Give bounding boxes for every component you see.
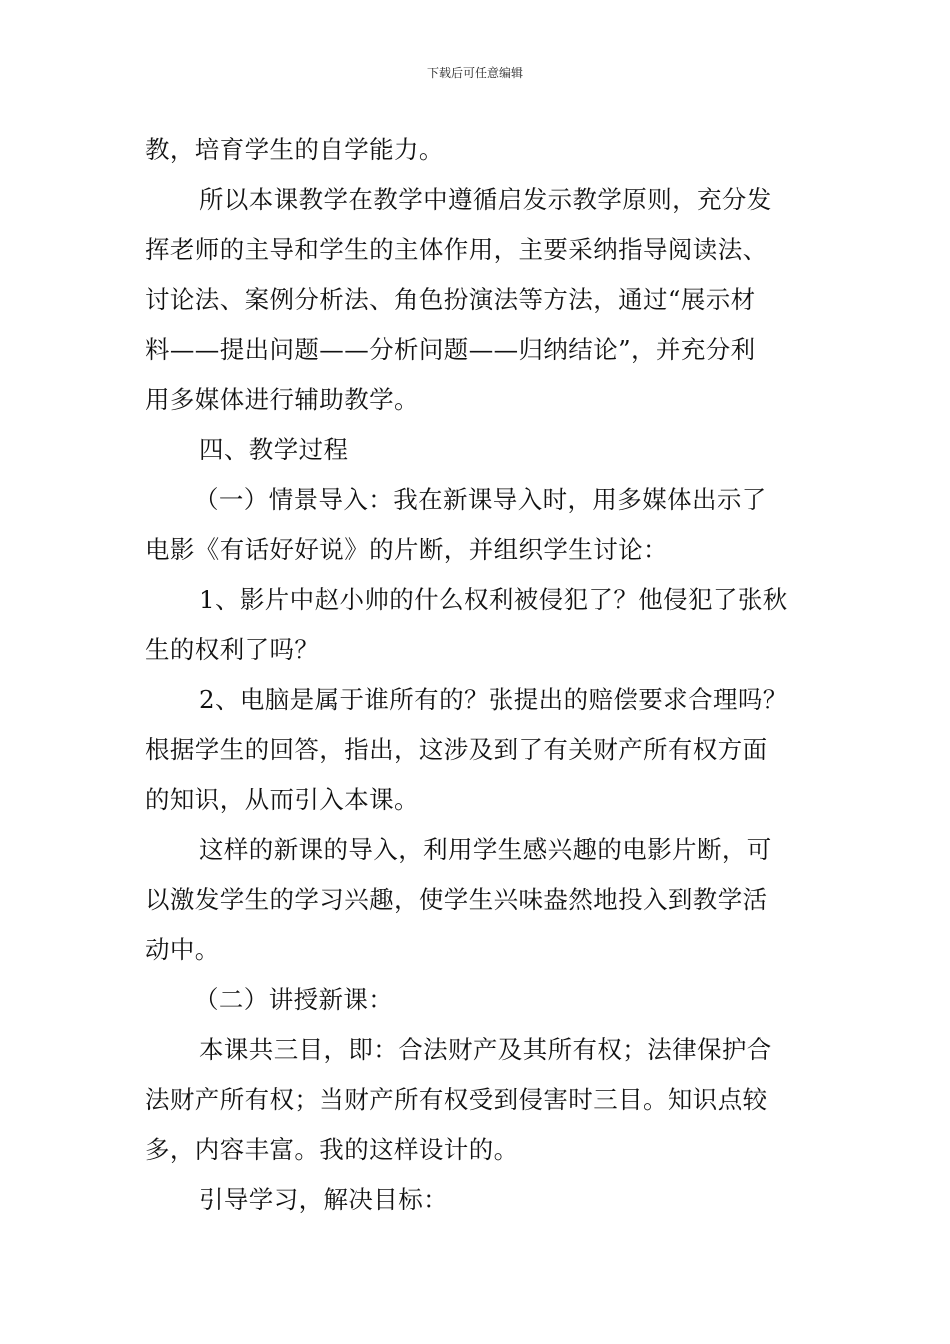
text-line: 2、电脑是属于谁所有的？张提出的赔偿要求合理吗？ xyxy=(199,685,788,714)
text-line: 1、影片中赵小帅的什么权利被侵犯了？他侵犯了张秋 xyxy=(199,585,788,614)
text-line: 本课共三目，即：合法财产及其所有权；法律保护合 xyxy=(199,1035,772,1064)
text-line: 生的权利了吗？ xyxy=(145,635,320,664)
text-line: 以激发学生的学习兴趣，使学生兴味盎然地投入到教学活 xyxy=(145,885,768,914)
text-line: 用多媒体进行辅助教学。 xyxy=(145,385,419,414)
text-line: 料——提出问题——分析问题——归纳结论”，并充分利 xyxy=(145,335,756,364)
text-line: 挥老师的主导和学生的主体作用，主要采纳指导阅读法、 xyxy=(145,235,768,264)
header-note: 下载后可任意编辑 xyxy=(426,66,523,80)
text-line: （一）情景导入：我在新课导入时，用多媒体出示了 xyxy=(194,485,767,514)
text-line: 引导学习，解决目标： xyxy=(199,1185,448,1214)
text-line: 多，内容丰富。我的这样设计的。 xyxy=(145,1135,519,1164)
text-line: 教，培育学生的自学能力。 xyxy=(145,135,444,164)
text-line: 动中。 xyxy=(145,935,220,964)
document-body xyxy=(145,125,810,1225)
text-line: 讨论法、案例分析法、角色扮演法等方法，通过“展示材 xyxy=(145,285,756,314)
text-line: 所以本课教学在教学中遵循启发示教学原则，充分发 xyxy=(199,185,772,214)
text-line: 法财产所有权；当财产所有权受到侵害时三目。知识点较 xyxy=(145,1085,768,1114)
text-line: 根据学生的回答，指出，这涉及到了有关财产所有权方面 xyxy=(145,735,768,764)
text-line: 的知识，从而引入本课。 xyxy=(145,785,419,814)
text-line: 这样的新课的导入，利用学生感兴趣的电影片断，可 xyxy=(199,835,772,864)
section-heading: 四、教学过程 xyxy=(199,435,349,464)
section-heading: （二）讲授新课： xyxy=(194,985,394,1014)
text-line: 电影《有话好好说》的片断，并组织学生讨论： xyxy=(145,535,668,564)
